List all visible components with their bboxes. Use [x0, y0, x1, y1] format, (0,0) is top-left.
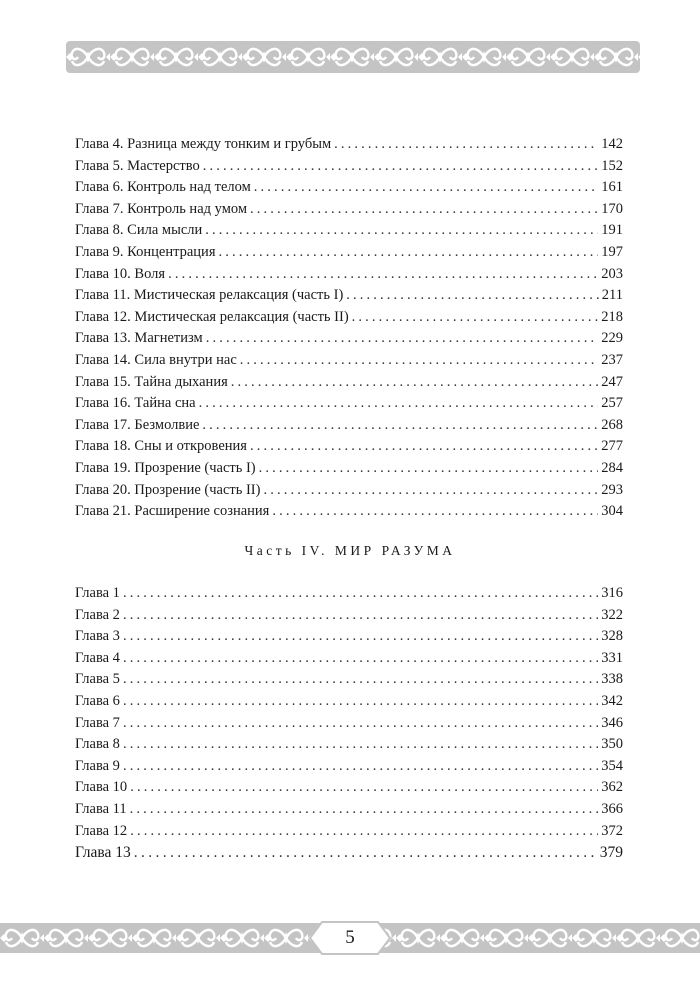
toc-entry-page: 372 [601, 822, 623, 839]
dot-leader [123, 585, 598, 602]
toc-entry-page: 277 [601, 438, 623, 455]
toc-entry-title: Глава 11. Мистическая релаксация (часть I) [75, 287, 344, 304]
toc-entry-title: Глава 14. Сила внутри нас [75, 351, 237, 368]
dot-leader [254, 179, 598, 196]
toc-entry-page: 218 [601, 308, 623, 325]
toc-entry[interactable] [75, 136, 623, 158]
toc-entry[interactable] [75, 844, 623, 866]
toc-entry-title: Глава 4. Разница между тонким и грубым [75, 136, 332, 152]
toc-entry[interactable] [75, 417, 623, 439]
toc-entry-page: 203 [601, 265, 623, 282]
dot-leader [231, 374, 599, 391]
dot-leader [123, 607, 598, 624]
dot-leader [203, 158, 599, 175]
dot-leader [334, 136, 598, 153]
toc-entry-page: 293 [601, 481, 623, 498]
toc-entry[interactable] [75, 222, 623, 244]
toc-entry-page: 229 [601, 330, 623, 347]
toc-entry[interactable] [75, 460, 623, 482]
part-heading: Часть IV. МИР РАЗУМА [244, 543, 456, 558]
dot-leader [346, 287, 598, 304]
dot-leader [123, 671, 598, 688]
toc-entry-title: Глава 5. Мастерство [75, 157, 200, 174]
toc-entry-title: Глава 12. Мистическая релаксация (часть II) [75, 308, 349, 325]
toc-entry-title: Глава 17. Безмолвие [75, 416, 200, 433]
dot-leader [199, 395, 599, 412]
toc-entry[interactable] [75, 801, 623, 823]
toc-entry-page: 247 [601, 373, 623, 390]
toc-entry-page: 268 [601, 416, 623, 433]
dot-leader [240, 352, 598, 369]
toc-entry-page: 331 [601, 649, 623, 666]
dot-leader [134, 844, 597, 862]
dot-leader [206, 330, 599, 347]
toc-entry[interactable] [75, 758, 623, 780]
dot-leader [250, 201, 598, 218]
toc-entry[interactable] [75, 374, 623, 396]
toc-entry[interactable] [75, 650, 623, 672]
toc-entry[interactable] [75, 585, 623, 607]
dot-leader [263, 482, 598, 499]
toc-entry-page: 366 [601, 800, 623, 817]
toc-entry[interactable] [75, 482, 623, 504]
toc-entry-title: Глава 1 [75, 585, 120, 601]
toc-entry-title: Глава 10. Воля [75, 265, 166, 282]
toc-entry-page: 257 [601, 395, 623, 412]
toc-entry-page: 152 [601, 157, 623, 174]
toc-entry-title: Глава 5 [75, 671, 120, 688]
dot-leader [123, 650, 598, 667]
toc-entry[interactable] [75, 628, 623, 650]
toc-entry[interactable] [75, 201, 623, 223]
toc-entry-title: Глава 11 [75, 800, 127, 817]
toc-entry-title: Глава 18. Сны и откровения [75, 438, 247, 455]
toc-entry[interactable] [75, 352, 623, 374]
toc-entry-title: Глава 19. Прозрение (часть I) [75, 459, 256, 476]
toc-list-part4 [75, 585, 623, 866]
toc-entry-title: Глава 20. Прозрение (часть II) [75, 481, 261, 498]
toc-entry[interactable] [75, 736, 623, 758]
dot-leader [123, 628, 598, 645]
toc-entry-title: Глава 10 [75, 779, 128, 796]
toc-entry-title: Глава 7. Контроль над умом [75, 200, 248, 217]
toc-entry-title: Глава 16. Тайна сна [75, 395, 196, 412]
toc-entry-page: 211 [601, 287, 623, 304]
toc-entry[interactable] [75, 330, 623, 352]
toc-entry[interactable] [75, 158, 623, 180]
page-number: 5 [345, 927, 355, 948]
toc-entry-title: Глава 2 [75, 606, 120, 623]
toc-entry-title: Глава 3 [75, 628, 120, 645]
toc-entry[interactable] [75, 779, 623, 801]
toc-entry[interactable] [75, 244, 623, 266]
toc-entry-page: 379 [599, 844, 623, 862]
toc-entry-title: Глава 12 [75, 822, 128, 839]
dot-leader [168, 266, 598, 283]
dot-leader [130, 779, 598, 796]
toc-entry-page: 354 [601, 757, 623, 774]
dot-leader [123, 736, 598, 753]
toc-entry-page: 161 [601, 179, 623, 196]
toc-entry-page: 191 [601, 222, 623, 239]
dot-leader [272, 503, 598, 520]
toc-entry-title: Глава 4 [75, 649, 120, 666]
toc-entry-page: 362 [601, 779, 623, 796]
toc-entry-page: 142 [601, 136, 623, 152]
dot-leader [218, 244, 598, 261]
toc-entry[interactable] [75, 607, 623, 629]
toc-entry[interactable] [75, 179, 623, 201]
dot-leader [205, 222, 598, 239]
toc-entry[interactable] [75, 693, 623, 715]
toc-list-part3 [75, 136, 623, 525]
dot-leader [259, 460, 599, 477]
toc-entry-title: Глава 6 [75, 692, 120, 709]
toc-entry-page: 338 [601, 671, 623, 688]
toc-entry-page: 350 [601, 736, 623, 753]
toc-entry[interactable] [75, 823, 623, 845]
toc-entry-title: Глава 9 [75, 757, 120, 774]
dot-leader [123, 693, 598, 710]
toc-entry-page: 237 [601, 351, 623, 368]
toc-entry-title: Глава 13. Магнетизм [75, 330, 203, 347]
toc-entry-title: Глава 6. Контроль над телом [75, 179, 251, 196]
toc-entry-page: 316 [601, 585, 623, 601]
toc-entry-title: Глава 15. Тайна дыхания [75, 373, 228, 390]
toc-entry-title: Глава 21. Расширение сознания [75, 503, 270, 520]
dot-leader [202, 417, 598, 434]
toc-entry[interactable] [75, 309, 623, 331]
dot-leader [130, 801, 599, 818]
toc-entry-page: 197 [601, 243, 623, 260]
toc-entry-page: 322 [601, 606, 623, 623]
dot-leader [250, 438, 598, 455]
toc-entry-page: 304 [601, 503, 623, 520]
toc-entry-page: 328 [601, 628, 623, 645]
toc-entry-title: Глава 8. Сила мысли [75, 222, 203, 239]
toc-entry-title: Глава 7 [75, 714, 120, 731]
toc-entry[interactable] [75, 715, 623, 737]
toc-entry-title: Глава 8 [75, 736, 120, 753]
dot-leader [352, 309, 599, 326]
toc-entry[interactable] [75, 503, 623, 525]
toc-entry[interactable] [75, 671, 623, 693]
dot-leader [123, 715, 598, 732]
toc-entry-page: 170 [601, 200, 623, 217]
dot-leader [130, 823, 598, 840]
toc-entry-page: 284 [601, 459, 623, 476]
toc-entry[interactable] [75, 395, 623, 417]
toc-entry[interactable] [75, 438, 623, 460]
toc-entry-page: 346 [601, 714, 623, 731]
toc-entry[interactable] [75, 266, 623, 288]
toc-entry-title: Глава 13 [75, 844, 131, 862]
toc-entry-page: 342 [601, 692, 623, 709]
dot-leader [123, 758, 598, 775]
top-ornament-border [66, 39, 640, 75]
toc-entry[interactable] [75, 287, 623, 309]
toc-entry-title: Глава 9. Концентрация [75, 243, 216, 260]
